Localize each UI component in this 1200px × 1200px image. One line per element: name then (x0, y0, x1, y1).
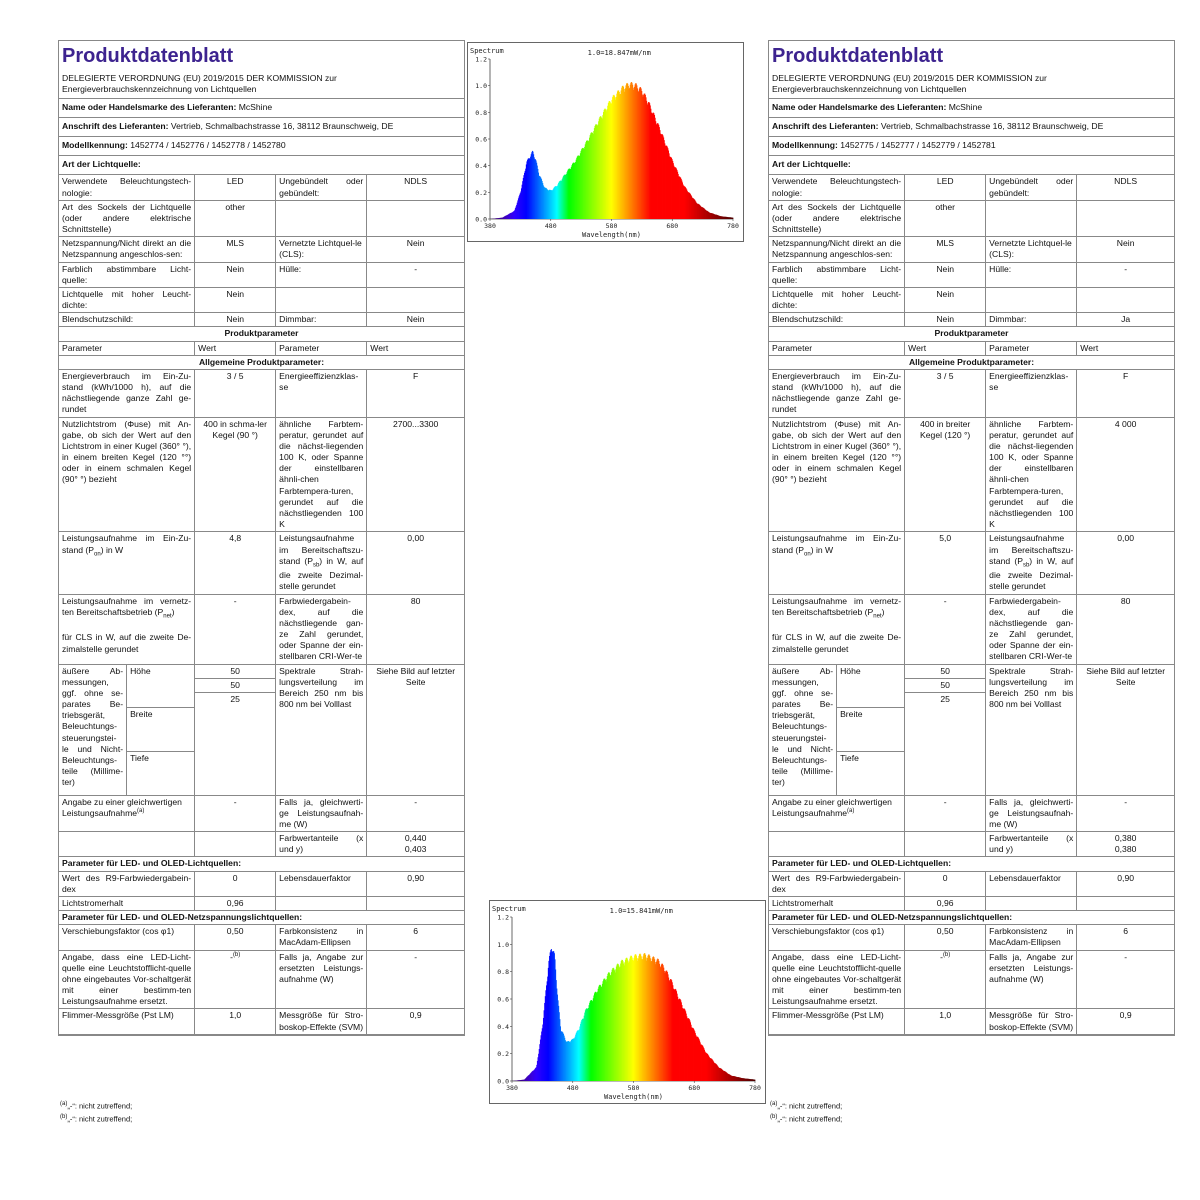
section-heading: Allgemeine Produktparameter: (769, 355, 1174, 369)
supplier-name-row: Name oder Handelsmarke des Lieferanten: McShine (769, 99, 1174, 118)
table-row: Lichtstromerhalt 0,96 (769, 896, 1174, 910)
table-row: Art des Sockels der Lichtquelle (oder andere elektrische Schnittstelle) other (769, 200, 1174, 237)
sheet-title: Produktdatenblatt (62, 45, 234, 67)
table-row: Farblich abstimmbare Licht-quelle: Nein Hülle: - (59, 262, 464, 287)
table-row: Netzspannung/Nicht direkt an die Netzspannung angeschlos-sen: MLS Vernetzte Lichtquel-le (CLS): Nein (769, 237, 1174, 262)
param-table (769, 175, 1174, 1034)
table-row: Leistungsaufnahme im vernetz-ten Bereitschaftsbetrieb $(P_{net})$ für CLS in W, auf die zweite De-zimalstelle gerundet - Farbwiedergabein-dex, auf die nächstliegende gan-ze Zahl gerundet, oder Spanne der ein-stellbaren CRI-Wer-te 80 (769, 594, 1174, 664)
table-row: Leistungsaufnahme im Ein-Zu-stand $(P_{on})$ in W 5,0 Leistungsaufnahme im Bereitschaftszu-stand $(P_{sb})$ in W, auf die zweite Dezimal-stelle gerundet 0,00 (769, 532, 1174, 594)
supplier-address-row: Anschrift des Lieferanten: Vertrieb, Schmalbachstrasse 16, 38112 Braunschweig, DE (769, 118, 1174, 137)
table-row: Lichtquelle mit hoher Leucht-dichte: Nein (59, 287, 464, 312)
table-row: Verschiebungsfaktor (cos φ1) 0,50 Farbkonsistenz in MacAdam-Ellipsen 6 (59, 925, 464, 950)
chart-title: Spectrum (492, 905, 526, 913)
spectrum-area (490, 82, 733, 219)
table-row: Energieverbrauch im Ein-Zu-stand (kWh/1000 h), auf die nächstliegende ganze Zahl ge-rundet 3 / 5 Energieeffizienzklas-se F (769, 369, 1174, 417)
x-tick-label: 780 (727, 222, 739, 230)
light-source-type-heading: Art der Lichtquelle: (769, 156, 1174, 175)
section-heading: Parameter für LED- und OLED-Netzspannungslichtquellen: (59, 911, 464, 925)
table-row: Wert des R9-Farbwiedergabein-dex 0 Lebensdauerfaktor 0,90 (769, 871, 1174, 896)
chart-title: Spectrum (470, 47, 504, 55)
regulation-text: DELEGIERTE VERORDNUNG (EU) 2019/2015 DER KOMMISSION zur Energieverbrauchskennzeichnung von Lichtquellen (59, 73, 464, 99)
y-tick-label: 0.4 (475, 162, 487, 171)
model-id-row: Modellkennung: 1452775 / 1452777 / 1452779 / 1452781 (769, 137, 1174, 156)
x-tick-label: 380 (484, 222, 496, 230)
section-heading: Parameter für LED- und OLED-Netzspannungslichtquellen: (769, 911, 1174, 925)
table-row: Art des Sockels der Lichtquelle (oder andere elektrische Schnittstelle) other (59, 200, 464, 237)
y-tick-label: 1.0 (497, 940, 509, 949)
x-tick-label: 680 (688, 1084, 701, 1092)
y-tick-label: 1.2 (475, 55, 487, 64)
spectrum-chart-svg (468, 43, 743, 241)
table-row: Blendschutzschild: Nein Dimmbar: Nein (59, 313, 464, 327)
footnotes-right: $^{(a)}$„-“: nicht zutreffend; $^{(b)}$„-“: nicht zutreffend; (770, 1101, 843, 1123)
section-heading: Allgemeine Produktparameter: (59, 355, 464, 369)
column-header-row: Parameter Wert Parameter Wert (769, 341, 1174, 355)
table-row: Wert des R9-Farbwiedergabein-dex 0 Lebensdauerfaktor 0,90 (59, 871, 464, 896)
table-row: Blendschutzschild: Nein Dimmbar: Ja (769, 313, 1174, 327)
datasheet-right (768, 40, 1175, 1036)
table-row: Nutzlichtstrom (Φuse) mit An-gabe, ob sich der Wert auf den Lichtstrom in einer Kugel (360° °), in einem breiten Kegel (120 °°) oder in einem schmalen Kegel (90° °) bezieht 400 in schma-ler Kegel (90 °) ähnliche Farbtem-peratur, gerundet auf die nächst-liegenden 100 K, oder Spanne der einstellbaren ähnli-chen Farbtempera-turen, gerundet auf die nächstliegenden 100 K 2700...3300 (59, 417, 464, 532)
y-tick-label: 0.6 (497, 995, 509, 1004)
y-tick-label: 0.0 (475, 215, 487, 224)
section-heading: Produktparameter (59, 327, 464, 341)
spectrum-bar (732, 218, 733, 219)
spectrum-area (512, 949, 755, 1081)
spectrum-bar (754, 1080, 755, 1081)
spectrum-chart-svg (490, 901, 765, 1103)
spectrum-chart-2 (489, 900, 766, 1104)
x-tick-label: 480 (544, 222, 557, 230)
table-row: Nutzlichtstrom (Φuse) mit An-gabe, ob sich der Wert auf den Lichtstrom in einer Kugel (360° °), in einem breiten Kegel (120 °°) oder in einem schmalen Kegel (90° °) bezieht 400 in breiter Kegel (120 °) ähnliche Farbtem-peratur, gerundet auf die nächst-liegenden 100 K, oder Spanne der einstellbaren ähnli-chen Farbtempera-turen, gerundet auf die nächstliegenden 100 K 4 000 (769, 417, 1174, 532)
regulation-text: DELEGIERTE VERORDNUNG (EU) 2019/2015 DER KOMMISSION zur Energieverbrauchskennzeichnung von Lichtquellen (769, 73, 1174, 99)
section-heading: Parameter für LED- und OLED-Lichtquellen: (59, 857, 464, 871)
param-table (59, 175, 464, 1034)
table-row: Netzspannung/Nicht direkt an die Netzspannung angeschlos-sen: MLS Vernetzte Lichtquel-le (CLS): Nein (59, 237, 464, 262)
table-row: Verwendete Beleuchtungstech-nologie: LED Ungebündelt oder gebündelt: NDLS (769, 175, 1174, 200)
table-row: Leistungsaufnahme im Ein-Zu-stand $(P_{on})$ in W 4,8 Leistungsaufnahme im Bereitschaftszu-stand $(P_{sb})$ in W, auf die zweite Dezimal-stelle gerundet 0,00 (59, 532, 464, 594)
table-row: Lichtstromerhalt 0,96 (59, 896, 464, 910)
y-tick-label: 0.0 (497, 1077, 509, 1086)
y-tick-label: 1.2 (497, 913, 509, 922)
table-row: Angabe zu einer gleichwertigen Leistungsaufnahme$^{(a)}$ - Falls ja, gleichwerti-ge Leistungsaufnah-me (W) - (59, 795, 464, 832)
table-row: Farbwertanteile (x und y) 0,380 0,380 (769, 832, 1174, 857)
datasheet-left (58, 40, 465, 1036)
dimensions-row: äußere Ab-messungen, ggf. ohne se-parates Be-triebsgerät, Beleuchtungs-steuerungstei-le und Nicht-Beleuchtungs-teile (Millime-ter) Höhe Breite Tiefe 50 50 25 Spektrale Strah-lungsverteilung im Bereich 250 nm bis 800 nm bei Volllast Siehe Bild auf letzter Seite (769, 664, 1174, 795)
table-row: Flimmer-Messgröße (Pst LM) 1,0 Messgröße für Stro-boskop-Effekte (SVM) 0,9 (59, 1009, 464, 1034)
chart-annotation: 1.0=15.841mW/nm (609, 907, 673, 915)
footnotes-left: $^{(a)}$„-“: nicht zutreffend; $^{(b)}$„-“: nicht zutreffend; (60, 1101, 133, 1123)
y-tick-label: 1.0 (475, 82, 487, 91)
x-tick-label: 680 (666, 222, 679, 230)
table-row: Verschiebungsfaktor (cos φ1) 0,50 Farbkonsistenz in MacAdam-Ellipsen 6 (769, 925, 1174, 950)
sheet-title: Produktdatenblatt (772, 45, 944, 67)
y-tick-label: 0.8 (497, 968, 509, 977)
table-row: Leistungsaufnahme im vernetz-ten Bereitschaftsbetrieb $(P_{net})$ für CLS in W, auf die zweite De-zimalstelle gerundet - Farbwiedergabein-dex, auf die nächstliegende gan-ze Zahl gerundet, oder Spanne der ein-stellbaren CRI-Wer-te 80 (59, 594, 464, 664)
y-tick-label: 0.4 (497, 1022, 509, 1031)
table-row: Verwendete Beleuchtungstech-nologie: LED Ungebündelt oder gebündelt: NDLS (59, 175, 464, 200)
x-axis-label: Wavelength(nm) (603, 1093, 664, 1101)
x-tick-label: 580 (605, 222, 618, 230)
table-row: Farbwertanteile (x und y) 0,440 0,403 (59, 832, 464, 857)
x-tick-label: 480 (566, 1084, 579, 1092)
x-tick-label: 580 (627, 1084, 640, 1092)
dimensions-row: äußere Ab-messungen, ggf. ohne se-parates Be-triebsgerät, Beleuchtungs-steuerungstei-le und Nicht-Beleuchtungs-teile (Millime-ter) Höhe Breite Tiefe 50 50 25 Spektrale Strah-lungsverteilung im Bereich 250 nm bis 800 nm bei Volllast Siehe Bild auf letzter Seite (59, 664, 464, 795)
chart-annotation: 1.0=18.847mW/nm (587, 49, 651, 57)
table-row: Energieverbrauch im Ein-Zu-stand (kWh/1000 h), auf die nächstliegende ganze Zahl ge-rundet 3 / 5 Energieeffizienzklas-se F (59, 369, 464, 417)
table-row: Farblich abstimmbare Licht-quelle: Nein Hülle: - (769, 262, 1174, 287)
section-heading: Produktparameter (769, 327, 1174, 341)
y-tick-label: 0.2 (497, 1050, 509, 1059)
y-tick-label: 0.2 (475, 188, 487, 197)
table-row: Lichtquelle mit hoher Leucht-dichte: Nein (769, 287, 1174, 312)
y-tick-label: 0.8 (475, 108, 487, 117)
table-row: Angabe, dass eine LED-Licht-quelle eine Leuchtstofflicht-quelle ohne eingebautes Vor-schaltgerät mit einer bestimm-ten Leistungsaufnahme ersetzt. -$^{(b)}$ Falls ja, Angabe zur ersetzten Leistungs-aufnahme (W) - (59, 950, 464, 1009)
supplier-address-row: Anschrift des Lieferanten: Vertrieb, Schmalbachstrasse 16, 38112 Braunschweig, DE (59, 118, 464, 137)
table-row: Angabe, dass eine LED-Licht-quelle eine Leuchtstofflicht-quelle ohne eingebautes Vor-schaltgerät mit einer bestimm-ten Leistungsaufnahme ersetzt. -$^{(b)}$ Falls ja, Angabe zur ersetzten Leistungs-aufnahme (W) - (769, 950, 1174, 1009)
model-id-row: Modellkennung: 1452774 / 1452776 / 1452778 / 1452780 (59, 137, 464, 156)
x-tick-label: 380 (506, 1084, 518, 1092)
spectrum-chart-1 (467, 42, 744, 242)
section-heading: Parameter für LED- und OLED-Lichtquellen: (769, 857, 1174, 871)
light-source-type-heading: Art der Lichtquelle: (59, 156, 464, 175)
table-row: Flimmer-Messgröße (Pst LM) 1,0 Messgröße für Stro-boskop-Effekte (SVM) 0,9 (769, 1009, 1174, 1034)
y-tick-label: 0.6 (475, 135, 487, 144)
table-row: Angabe zu einer gleichwertigen Leistungsaufnahme$^{(a)}$ - Falls ja, gleichwerti-ge Leistungsaufnah-me (W) - (769, 795, 1174, 832)
column-header-row: Parameter Wert Parameter Wert (59, 341, 464, 355)
x-tick-label: 780 (749, 1084, 761, 1092)
x-axis-label: Wavelength(nm) (581, 231, 642, 239)
supplier-name-row: Name oder Handelsmarke des Lieferanten: McShine (59, 99, 464, 118)
